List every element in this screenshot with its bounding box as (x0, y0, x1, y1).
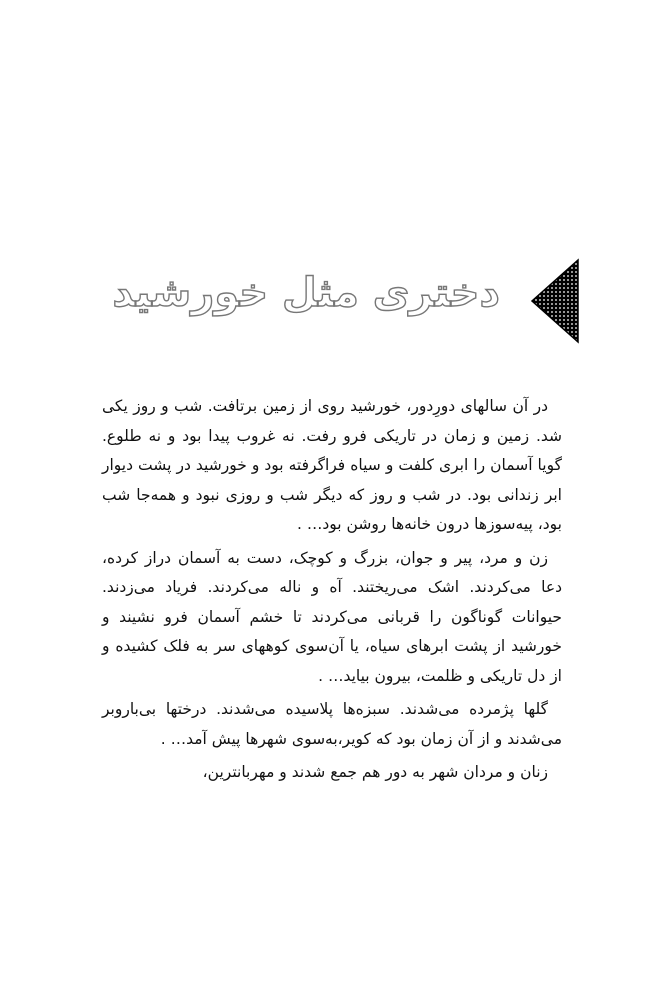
dotted-triangle-icon (530, 258, 580, 344)
paragraph: زنان و مردان شهر به دور هم جمع شدند و مهربانترین، (202, 763, 548, 781)
story-text (102, 392, 562, 792)
paragraph: در آن سالهای دورِدور، خورشید روی از زمین برتافت. شب و روز یکی شد. زمین و زمان در تاریکی فرو رفت. نه غروب پیدا بود و نه طلوع. گویا آسمان را ابری کلفت و سیاه فراگرفته بود و خورشید در پشت دیوار ابر زندانی بود. در شب و روز که دیگر شب و روزی نبود و همه‌جا شب بود، پیه‌سوزها درون خانه‌ها روشن بود… . (102, 397, 562, 533)
chapter-header (110, 258, 580, 348)
paragraph: گلها پژمرده می‌شدند. سبزه‌ها پلاسیده می‌شدند. درختها بی‌باروبر می‌شدند و از آن زمان بود که کویر،به‌سوی شهرها پیش آمد… . (102, 700, 562, 748)
chapter-title: دختری مثل خورشید (112, 270, 500, 316)
paragraph: زن و مرد، پیر و جوان، بزرگ و کوچک، دست به آسمان دراز کرده، دعا می‌کردند. اشک می‌ریختند. آه و ناله می‌کردند. فریاد می‌زدند. حیوانات گوناگون را قربانی می‌کردند تا خشم آسمان فرو نشیند و خورشید از پشت ابرهای سیاه، یا آن‌سوی کوههای سر به فلک کشیده و از دل تاریکی و ظلمت، بیرون بیاید… . (102, 548, 562, 685)
